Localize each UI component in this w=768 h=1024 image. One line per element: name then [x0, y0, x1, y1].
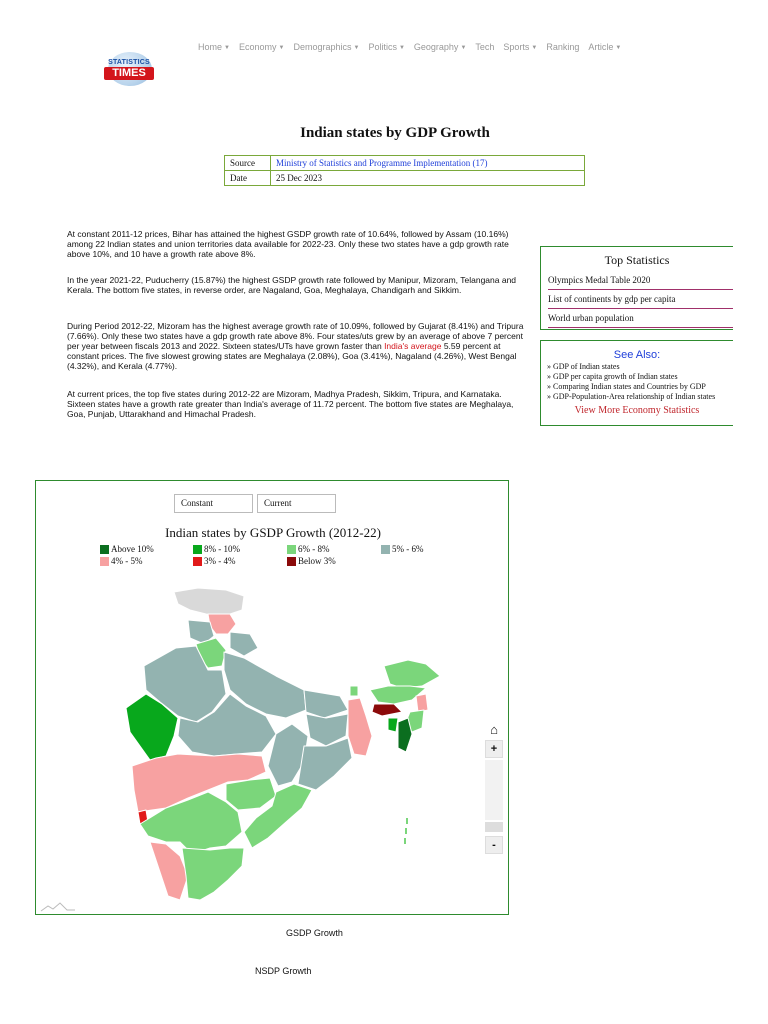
map-title: Indian states by GSDP Growth (2012-22)	[165, 525, 381, 540]
nav-politics[interactable]: Politics ▼	[368, 42, 405, 52]
chevron-down-icon: ▼	[353, 45, 360, 51]
legend-label: Below 3%	[298, 556, 336, 566]
state-jammu-kashmir[interactable]	[174, 588, 244, 616]
logo-text-bottom: TIMES	[104, 67, 154, 80]
state-andaman-nicobar[interactable]	[404, 818, 408, 844]
chevron-down-icon: ▼	[615, 45, 622, 51]
india-average-link[interactable]: India's average	[384, 341, 442, 351]
chart-credit-icon[interactable]	[40, 901, 76, 913]
legend-label: 5% - 6%	[392, 544, 424, 554]
state-meghalaya[interactable]	[372, 704, 402, 716]
see-also-title: See Also:	[613, 349, 661, 361]
article-text: During Period 2012-22, Mizoram has the highest average growth rate of 10.09%, followed by Gujarat (8.41%) and Tripura (7.66%). Only these two states have a gdp growth rate above 8%. Four states/uts grew by an average of above 7 percent per year between fiscals 2013 and 2022. Sixteen states/UTs have grown faster than	[67, 321, 524, 351]
legend-item[interactable]	[193, 544, 240, 554]
state-sikkim[interactable]	[350, 686, 358, 696]
legend-swatch	[193, 557, 202, 566]
map-panel	[35, 480, 509, 915]
nav-demographics[interactable]: Demographics ▼	[293, 42, 360, 52]
article-paragraph-3	[67, 321, 529, 371]
chevron-down-icon: ▼	[531, 45, 538, 51]
source-link[interactable]: Ministry of Statistics and Programme Implementation (17)	[276, 158, 488, 168]
nav-tech[interactable]: Tech	[475, 42, 495, 52]
zoom-slider-track[interactable]	[485, 760, 503, 820]
nav-ranking[interactable]: Ranking	[546, 42, 580, 52]
chevron-down-icon: ▼	[460, 45, 467, 51]
state-tripura[interactable]	[388, 718, 398, 732]
constant-button[interactable]: Constant	[174, 494, 253, 513]
legend-swatch	[287, 545, 296, 554]
state-arunachal-pradesh[interactable]	[384, 660, 440, 688]
see-also-link[interactable]: » GDP of Indian states	[547, 362, 620, 371]
state-tamil-nadu[interactable]	[182, 848, 244, 900]
state-bihar[interactable]	[304, 690, 348, 718]
site-logo[interactable]	[100, 52, 158, 86]
top-stat-link[interactable]: World urban population	[548, 309, 733, 328]
nav-article[interactable]: Article ▼	[588, 42, 622, 52]
main-nav	[198, 42, 630, 52]
article-paragraph-4: At current prices, the top five states during 2012-22 are Mizoram, Madhya Pradesh, Sikkim, Tripura, and Karnataka. Sixteen states have a growth rate greater than India's average of 11.72 percent. The bottom five states are Meghalaya, Goa, Punjab, Uttarakhand and Himachal Pradesh.	[67, 389, 514, 419]
chevron-down-icon: ▼	[278, 45, 285, 51]
date-label: Date	[225, 171, 271, 186]
legend-label: 6% - 8%	[298, 544, 330, 554]
nav-economy[interactable]: Economy ▼	[238, 42, 285, 52]
legend-swatch	[100, 545, 109, 554]
nav-sports[interactable]: Sports ▼	[503, 42, 538, 52]
india-map	[126, 586, 456, 916]
zoom-out-button[interactable]: -	[485, 836, 503, 854]
source-table	[224, 155, 585, 186]
nsdp-caption: NSDP Growth	[255, 966, 312, 976]
state-telangana[interactable]	[226, 778, 276, 810]
article-paragraph-1: At constant 2011-12 prices, Bihar has attained the highest GSDP growth rate of 10.64%, followed by Assam (10.16%) among 22 Indian states and union territories data available for 2022-23. Only these two states have a gdp growth rate above 10%, and 10 have a growth rate above 8%.	[67, 229, 509, 259]
see-also-box	[540, 340, 733, 426]
legend-label: 8% - 10%	[204, 544, 240, 554]
state-uttarakhand[interactable]	[230, 632, 258, 656]
article-paragraph-2: In the year 2021-22, Puducherry (15.87%) the highest GSDP growth rate followed by Manipur, Mizoram, Telangana and Kerala. The bottom five states, in reverse order, are Nagaland, Goa, Meghalaya, Chandigarh and Sikkim.	[67, 275, 517, 295]
zoom-slider-handle[interactable]	[485, 822, 503, 832]
legend-item[interactable]	[100, 544, 154, 554]
state-west-bengal[interactable]	[348, 698, 372, 756]
view-more-link[interactable]: View More Economy Statistics	[574, 405, 700, 416]
home-icon[interactable]: ⌂	[485, 722, 503, 740]
legend-label: 3% - 4%	[204, 556, 236, 566]
state-nagaland[interactable]	[416, 694, 428, 712]
zoom-control	[485, 722, 504, 854]
see-also-link[interactable]: » GDP per capita growth of Indian states	[547, 372, 678, 381]
legend-swatch	[287, 557, 296, 566]
top-statistics-title: Top Statistics	[604, 253, 670, 267]
legend-item[interactable]	[100, 556, 143, 566]
legend-item[interactable]	[193, 556, 236, 566]
top-stat-link[interactable]: List of continents by gdp per capita	[548, 290, 733, 309]
zoom-in-button[interactable]: +	[485, 740, 503, 758]
chevron-down-icon: ▼	[224, 45, 230, 51]
see-also-link[interactable]: » GDP-Population-Area relationship of Indian states	[547, 392, 716, 401]
top-statistics-box	[540, 246, 733, 330]
legend-label: 4% - 5%	[111, 556, 143, 566]
current-button[interactable]: Current	[257, 494, 336, 513]
gsdp-caption: GSDP Growth	[286, 928, 343, 938]
logo-text-top: STATISTICS	[108, 59, 150, 66]
legend-item[interactable]	[381, 544, 424, 554]
state-odisha[interactable]	[298, 738, 352, 790]
legend-swatch	[100, 557, 109, 566]
nav-home[interactable]: Home ▼	[198, 42, 230, 52]
chevron-down-icon: ▼	[398, 45, 405, 51]
article-text: 5.59 percent at constant prices. The five slowest growing states are Meghalaya (2.08%), Goa (3.41%), Nagaland (4.26%), West Bengal (4.32%), and Kerala (4.77%).	[67, 341, 517, 371]
nav-geography[interactable]: Geography ▼	[413, 42, 467, 52]
top-stat-link[interactable]: Olympics Medal Table 2020	[548, 271, 733, 290]
page-title: Indian states by GDP Growth	[300, 125, 490, 141]
legend-item[interactable]	[287, 556, 336, 566]
legend-swatch	[193, 545, 202, 554]
see-also-link[interactable]: » Comparing Indian states and Countries by GDP	[547, 382, 706, 391]
source-label: Source	[225, 156, 271, 171]
date-value: 25 Dec 2023	[271, 171, 585, 186]
legend-swatch	[381, 545, 390, 554]
legend-label: Above 10%	[111, 544, 154, 554]
legend-item[interactable]	[287, 544, 330, 554]
